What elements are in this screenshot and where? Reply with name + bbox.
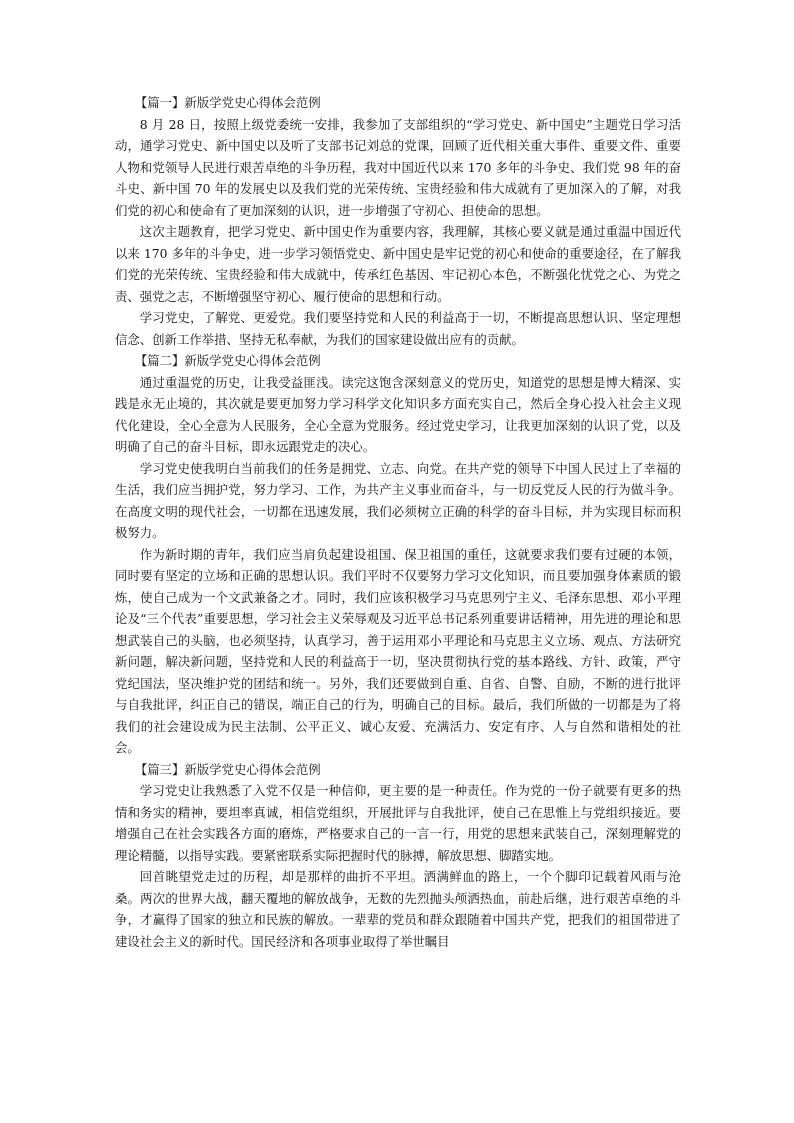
section-1-paragraph-3: 学习党史，了解党、更爱党。我们要坚持党和人民的利益高于一切，不断提高思想认识、坚定理想信念、创新工作举措、坚持无私奉献，为我们的国家建设做出应有的贡献。 bbox=[115, 310, 681, 347]
section-heading-1: 【篇一】新版学党史心得体会范例 bbox=[134, 95, 321, 110]
section-3-paragraph-2: 回首眺望党走过的历程，却是那样的曲折不平坦。洒满鲜血的路上，一个个脚印记载着风雨与沧桑。两次的世界大战，翻天覆地的解放战争，无数的先烈抛头颅洒热血，前赴后继，进行艰苦卓绝的斗争，才赢得了国家的独立和民族的解放。一辈辈的党员和群众跟随着中国共产党，把我们的祖国带进了建设社会主义的新时代。国民经济和各项事业取得了举世瞩目 bbox=[115, 869, 681, 949]
document-page bbox=[115, 92, 681, 952]
section-heading-3: 【篇三】新版学党史心得体会范例 bbox=[134, 761, 321, 777]
section-1-paragraph-1: 8 月 28 日，按照上级党委统一安排，我参加了支部组织的“学习党史、新中国史”主题党日学习活动，通学习党史、新中国史以及听了支部书记刘总的党课，回顾了近代相关重大事件、重要文件、重要人物和党领导人民进行艰苦卓绝的斗争历程，我对中国近代以来 170 多年的斗争史、我们党 98 年的奋斗史、新中国 70 年的发展史以及我们党的光荣传统、宝贵经验和伟大成就有了更加深入的了解，对我们党的初心和使命有了更加深刻的认识，进一步增强了守初心、担使命的思想。 bbox=[115, 116, 681, 218]
section-heading-2: 【篇二】新版学党史心得体会范例 bbox=[134, 353, 321, 368]
section-2-paragraph-2: 学习党史使我明白当前我们的任务是拥党、立志、向党。在共产党的领导下中国人民过上了幸福的生活，我们应当拥护党，努力学习、工作，为共产主义事业而奋斗，与一切反党反人民的行为做斗争。在高度文明的现代社会，一切都在迅速发展，我们必须树立正确的科学的奋斗目标，并为实现目标而积极努力。 bbox=[115, 460, 681, 540]
section-2-paragraph-3: 作为新时期的青年，我们应当肩负起建设祖国、保卫祖国的重任，这就要求我们要有过硬的本领，同时要有坚定的立场和正确的思想认识。我们平时不仅要努力学习文化知识，而且要加强身体素质的锻炼，使自己成为一个文武兼备之才。同时，我们应该积极学习马克思列宁主义、毛泽东思想、邓小平理论及“三个代表”重要思想，学习社会主义荣辱观及习近平总书记系列重要讲话精神，用先进的理论和思想武装自己的头脑，也必须坚持，认真学习，善于运用邓小平理论和马克思主义立场、观点、方法研究新问题，解决新问题，坚持党和人民的利益高于一切，坚决贯彻执行党的基本路线、方针、政策，严守党纪国法，坚决维护党的团结和统一。另外，我们还要做到自重、自省、自警、自励，不断的进行批评与自我批评，纠正自己的错误，端正自己的行为，明确自己的目标。最后，我们所做的一切都是为了将我们的社会建设成为民主法制、公平正义、诚心友爱、充满活力、安定有序、人与自然和谐相处的社会。 bbox=[115, 546, 681, 755]
section-1-paragraph-2: 这次主题教育，把学习党史、新中国史作为重要内容，我理解，其核心要义就是通过重温中国近代以来 170 多年的斗争史，进一步学习领悟党史、新中国史是牢记党的初心和使命的重要途径，在了解我们党的光荣传统、宝贵经验和伟大成就中，传承红色基因、牢记初心本色，不断强化忧党之心、为党之责、强党之志，不断增强坚守初心、履行使命的思想和行动。 bbox=[115, 224, 681, 304]
section-3-paragraph-1: 学习党史让我熟悉了入党不仅是一种信仰，更主要的是一种责任。作为党的一份子就要有更多的热情和务实的精神，要坦率真诚，相信党组织，开展批评与自我批评，使自己在思惟上与党组织接近。要增强自己在社会实践各方面的磨炼，严格要求自己的一言一行，用党的思想来武装自己，深刻理解党的理论精髓，以指导实践。要紧密联系实际把握时代的脉搏，解放思想、脚踏实地。 bbox=[115, 783, 681, 863]
section-2-paragraph-1: 通过重温党的历史，让我受益匪浅。读完这饱含深刻意义的党历史，知道党的思想是博大精深、实践是永无止境的，其次就是要更加努力学习科学文化知识多方面充实自己，然后全身心投入社会主义现代化建设，全心全意为人民服务，全心全意为党服务。经过党史学习，让我更加深刻的认识了党，以及明确了自己的奋斗目标，即永远跟党走的决心。 bbox=[115, 374, 681, 454]
